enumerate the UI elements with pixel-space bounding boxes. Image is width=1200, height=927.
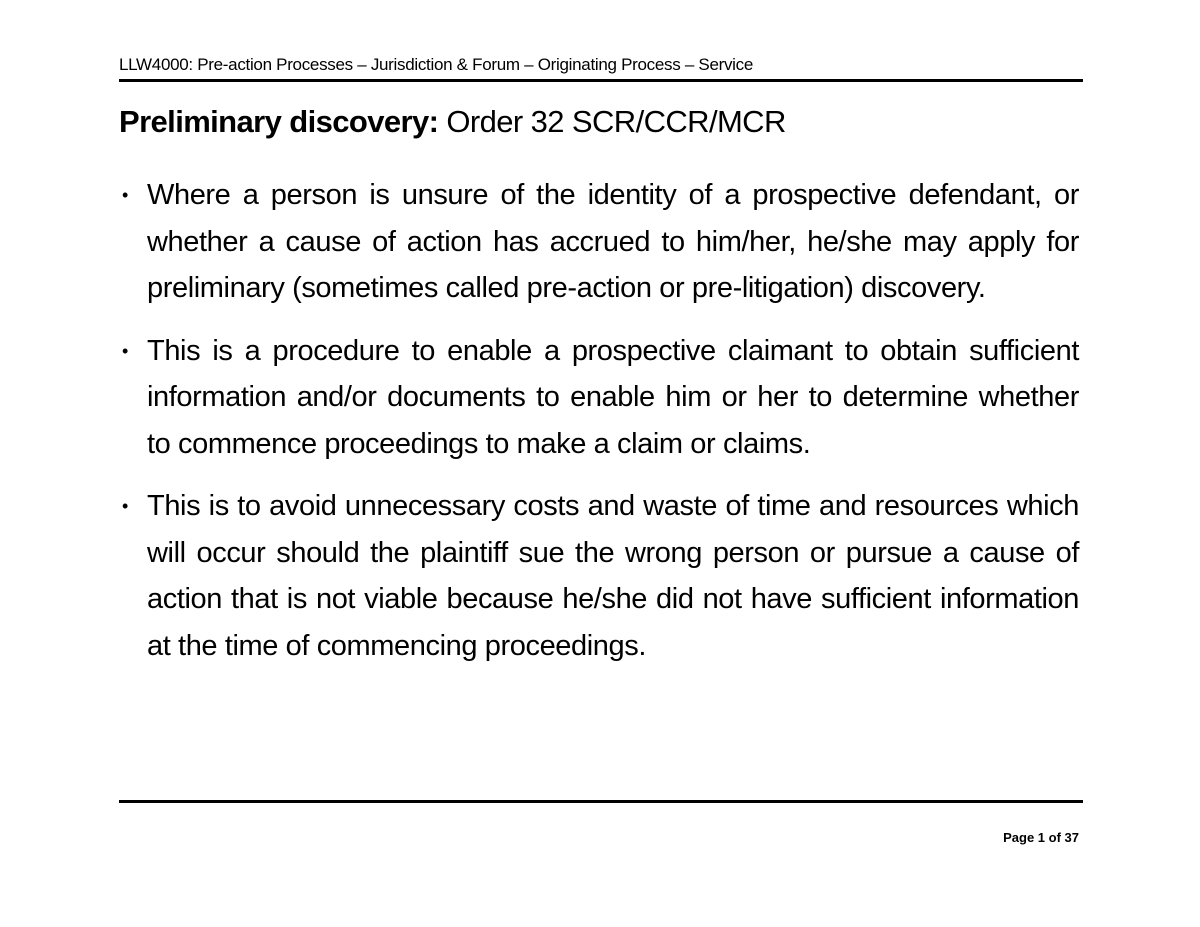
bullet-list	[119, 172, 1079, 685]
running-header: LLW4000: Pre-action Processes – Jurisdiction & Forum – Originating Process – Service	[119, 55, 753, 74]
header-divider	[119, 79, 1083, 82]
slide-title	[119, 104, 786, 140]
bullet-item	[119, 483, 1079, 669]
bullet-text: This is a procedure to enable a prospective claimant to obtain sufficient information and/or documents to enable him or her to determine whether to commence proceedings to make a claim or claims.	[147, 334, 1079, 460]
bullet-text: This is to avoid unnecessary costs and waste of time and resources which will occur should the plaintiff sue the wrong person or pursue a cause of action that is not viable because he/she did not have sufficient information at the time of commencing proceedings.	[147, 490, 1079, 662]
footer-divider	[119, 800, 1083, 803]
page-number: Page 1 of 37	[1003, 830, 1079, 845]
bullet-text: Where a person is unsure of the identity of a prospective defendant, or whether a cause of action has accrued to him/her, he/she may apply for preliminary (sometimes called pre-action or pre-litigation) discovery.	[147, 179, 1079, 304]
bullet-item	[119, 328, 1079, 468]
slide-title-rest: Order 32 SCR/CCR/MCR	[438, 104, 786, 139]
bullet-icon: •	[122, 185, 128, 205]
bullet-icon: •	[122, 496, 128, 516]
slide-title-bold: Preliminary discovery:	[119, 104, 439, 139]
bullet-item	[119, 172, 1079, 312]
slide-page	[119, 0, 1083, 927]
bullet-icon: •	[122, 340, 128, 361]
